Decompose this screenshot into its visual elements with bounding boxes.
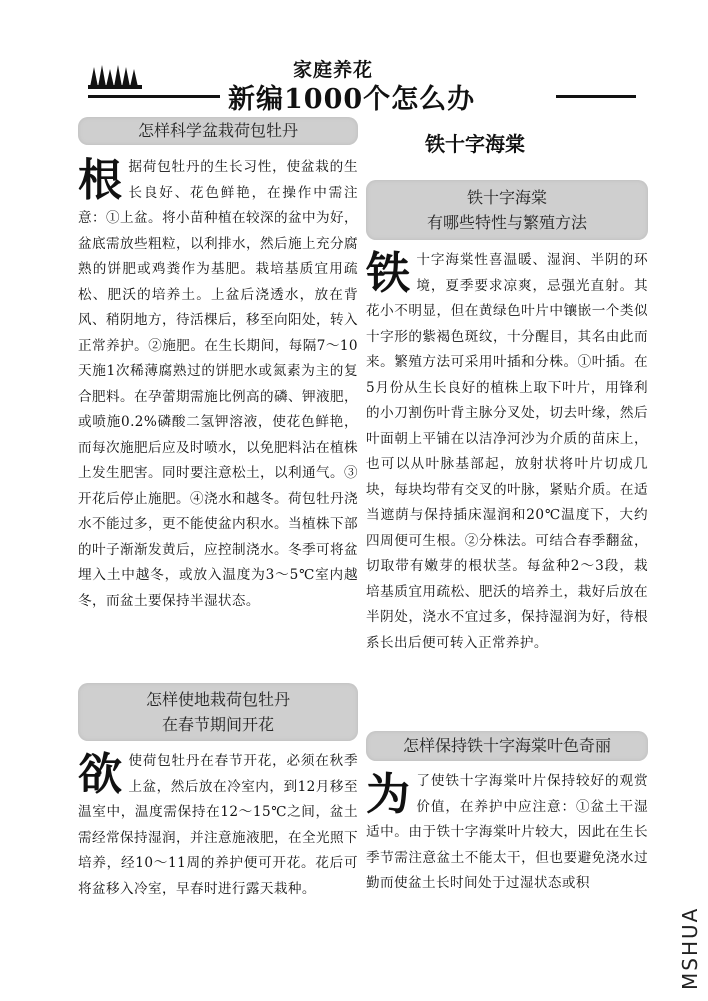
- article-text: 了使铁十字海棠叶片保持较好的观赏价值，在养护中应注意：①盆土干湿适中。由于铁十字海棠叶片较大，因此在生长季节需注意盆土不能太干，但也要避免浇水过勤而使盆土长时间处于过湿状态或积: [366, 773, 648, 891]
- drop-cap: 欲: [78, 749, 123, 800]
- drop-cap: 为: [366, 769, 411, 820]
- banner-line: 铁十字海棠: [466, 188, 547, 207]
- crown-icon: [88, 63, 142, 89]
- left-column-lower: [78, 683, 358, 902]
- watermark: MSHUA: [678, 906, 702, 990]
- drop-cap: 根: [78, 155, 123, 206]
- series-title: 家庭养花: [293, 59, 374, 81]
- article-text: 十字海棠性喜温暖、湿润、半阴的环境，夏季要求凉爽，忌强光直射。其花小不明显，但在黄绿色叶片中镶嵌一个类似十字形的紫褐色斑纹，十分醒目，其名由此而来。繁殖方法可采用叶插和分株。①叶插。在5月份从生长良好的植株上取下叶片，用锋利的小刀割伤叶背主脉分叉处，切去叶缘，然后叶面朝上平铺在以洁净河沙为介质的苗床上，也可以从叶脉基部起，放射状将叶片切成几块，每块均带有交叉的叶脉，紧贴介质。在适当遮荫与保持插床湿润和20℃温度下，大约四周便可生根。②分株法。可结合春季翻盆，切取带有嫩芽的根状茎。每盆种2～3段，栽培基质宜用疏松、肥沃的培养土，栽好后放在半阴处，浇水不宜过多，保持湿润为好，待根系长出后便可转入正常养护。: [366, 252, 648, 651]
- article-text: 使荷包牡丹在春节开花，必须在秋季上盆，然后放在冷室内，到12月移至温室中，温度需保持在12～15℃之间，盆土需经常保持湿润，并注意施液肥，在全光照下培养，经10～11周的养护便可开花。花后可将盆移入冷室，早春时进行露天栽种。: [78, 753, 358, 897]
- article-text: 据荷包牡丹的生长习性，使盆栽的生长良好、花色鲜艳，在操作中需注意：①上盆。将小苗种植在较深的盆中为好，盆底需放些粗粒，以利排水，然后施上充分腐熟的饼肥或鸡粪作为基肥。栽培基质宜用疏松、肥沃的培养土。上盆后浇透水，放在背风、稍阴地方，待活棵后，移至向阳处，转入正常养护。②施肥。在生长期间，每隔7～10天施1次稀薄腐熟过的饼肥水或氮素为主的复合肥料。在孕蕾期需施比例高的磷、钾液肥，或喷施0.2%磷酸二氢钾溶液，使花色鲜艳，而每次施肥后应及时喷水，以免肥料沾在植株上发生肥害。同时要注意松土，以利通气。③开花后停止施肥。④浇水和越冬。荷包牡丹浇水不能过多，更不能使盆内积水。当植株下部的叶子渐渐发黄后，应控制浇水。冬季可将盆埋入土中越冬，或放入温度为3～5℃室内越冬，而盆土要保持半湿状态。: [78, 159, 358, 609]
- section-banner: 怎样保持铁十字海棠叶色奇丽: [366, 731, 648, 761]
- right-column: [366, 180, 648, 656]
- article-body: [366, 248, 648, 656]
- header-rule-left: [88, 95, 220, 98]
- banner-line: 在春节期间开花: [161, 715, 274, 734]
- banner-line: 怎样使地栽荷包牡丹: [145, 690, 290, 709]
- right-column-title: 铁十字海棠: [425, 132, 525, 156]
- banner-line: 有哪些特性与繁殖方法: [426, 213, 587, 232]
- header-rule-right: [556, 95, 636, 98]
- section-banner: [78, 683, 358, 741]
- article-body: [78, 749, 358, 902]
- article-body: [366, 769, 648, 897]
- drop-cap: 铁: [366, 248, 411, 299]
- section-banner: 怎样科学盆栽荷包牡丹: [78, 117, 358, 145]
- right-column-lower: [366, 731, 648, 897]
- page-header: [88, 55, 628, 115]
- left-column: [78, 117, 358, 614]
- article-body: [78, 155, 358, 614]
- book-title: 新编1000个怎么办: [228, 84, 476, 115]
- section-banner: [366, 180, 648, 240]
